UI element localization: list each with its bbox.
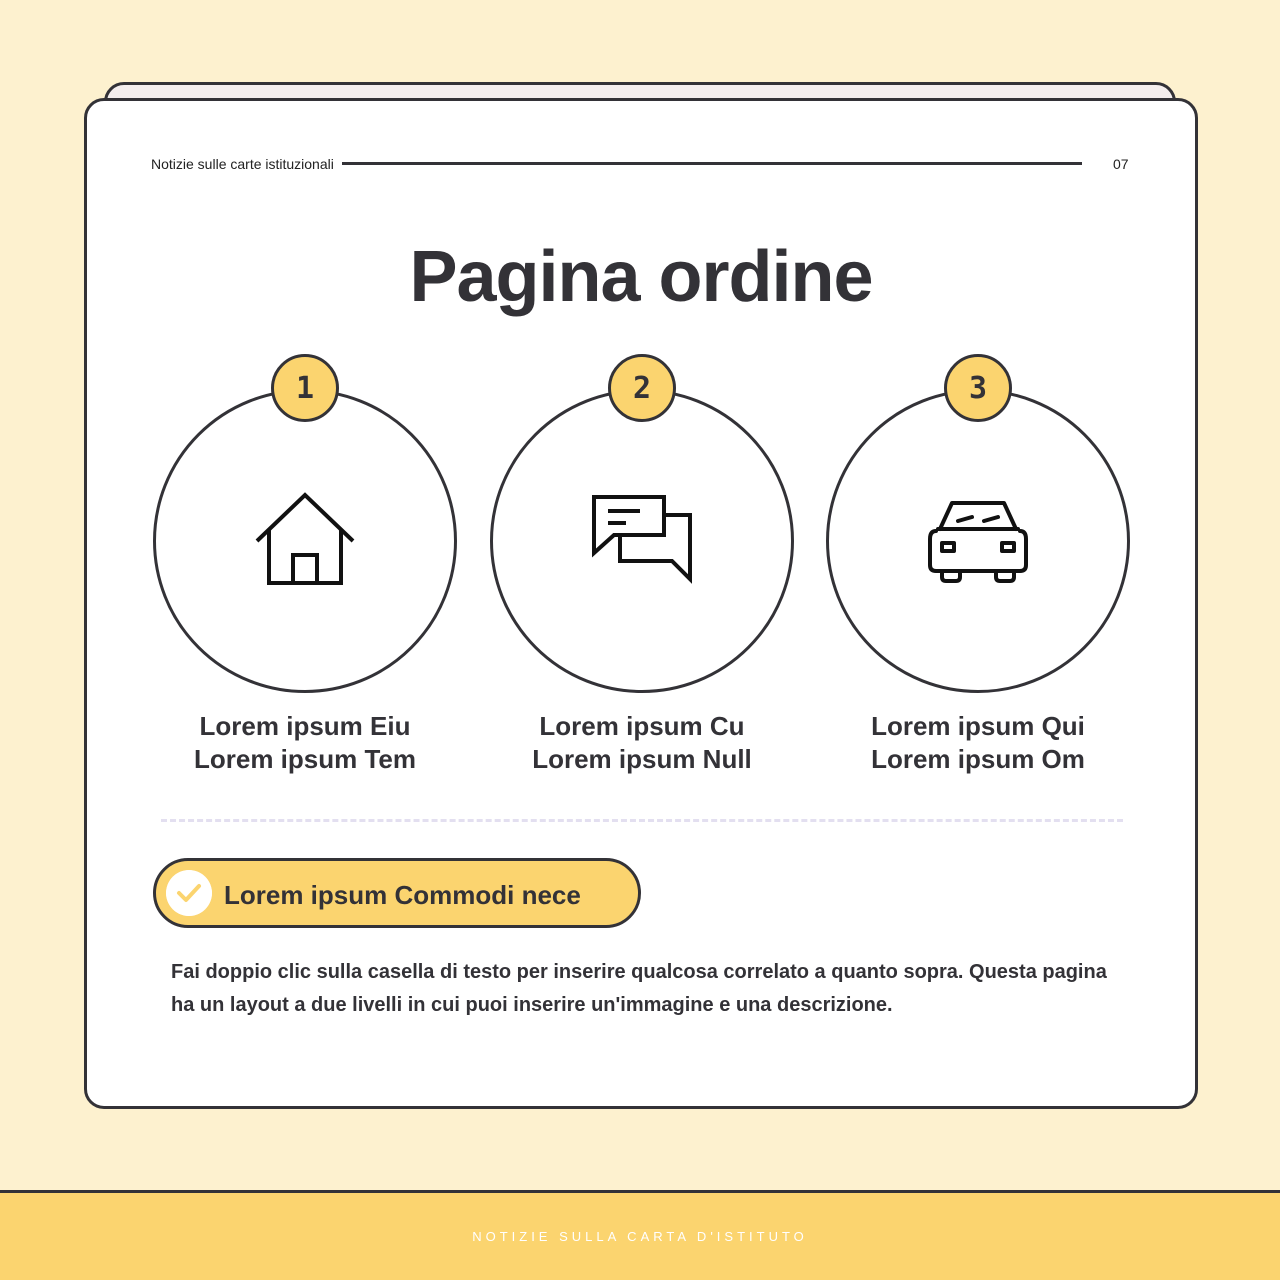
footer-text: NOTIZIE SULLA CARTA D'ISTITUTO [472, 1229, 808, 1244]
highlight-pill [153, 858, 641, 928]
step-3 [826, 354, 1130, 794]
header-title: Notizie sulle carte istituzionali [151, 156, 334, 172]
step-caption-line1: Lorem ipsum Cu [539, 711, 745, 741]
step-number-badge: 3 [944, 354, 1012, 422]
header-rule [342, 162, 1082, 165]
step-caption [460, 710, 824, 776]
dashed-divider [161, 819, 1123, 822]
highlight-label: Lorem ipsum Commodi nece [224, 880, 581, 910]
step-caption-line2: Lorem ipsum Null [532, 744, 752, 774]
step-caption [123, 710, 487, 776]
house-icon [255, 491, 355, 591]
step-caption [796, 710, 1160, 776]
car-icon [928, 491, 1028, 591]
chat-bubbles-icon [592, 491, 692, 591]
description-text: Fai doppio clic sulla casella di testo per inserire qualcosa correlato a quanto sopra. Questa pagina ha un layout a due livelli in cui puoi inserire un'immagine e una descrizione. [171, 961, 1107, 1016]
footer-bar [0, 1190, 1280, 1280]
step-caption-line1: Lorem ipsum Eiu [199, 711, 411, 741]
step-number-badge: 1 [271, 354, 339, 422]
step-1 [153, 354, 457, 794]
step-caption-line1: Lorem ipsum Qui [871, 711, 1085, 741]
step-caption-line2: Lorem ipsum Om [871, 744, 1085, 774]
page-title: Pagina ordine [409, 237, 873, 317]
step-2 [490, 354, 794, 794]
page-number: 07 [1113, 156, 1129, 172]
step-caption-line2: Lorem ipsum Tem [193, 744, 416, 774]
check-icon [166, 870, 212, 916]
page-card [84, 98, 1198, 1109]
step-number-badge: 2 [608, 354, 676, 422]
